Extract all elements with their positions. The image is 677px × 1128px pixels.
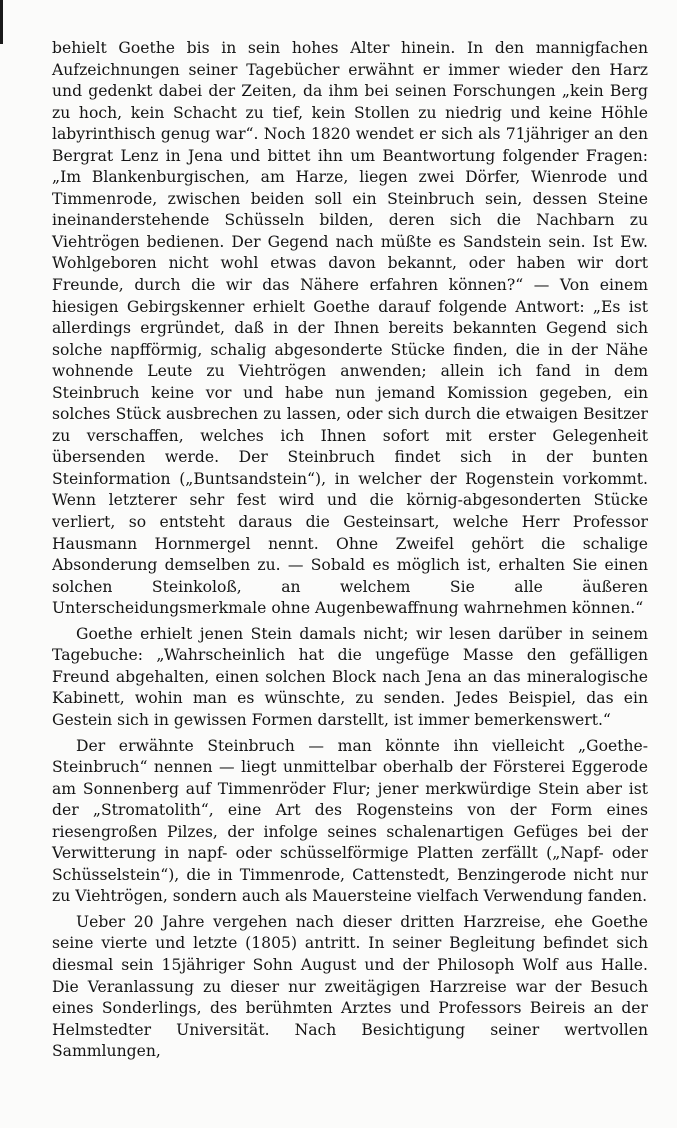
paragraph-fourth-harz-journey: Ueber 20 Jahre vergehen nach dieser dritten Harzreise, ehe Goethe seine vierte und letzte (1805) antritt. In seiner Begleitung befindet sich diesmal sein 15jähriger Sohn August und der Philosoph Wolf aus Halle. Die Veranlassung zu dieser nur zweitägigen Harzreise war der Besuch eines Sonderlings, des berühmten Arztes und Professors Beireis an der Helmstedter Universität. Nach Besichtigung seiner wertvollen Sammlungen, (52, 912, 648, 1061)
paragraph-goethe-diary: Goethe erhielt jenen Stein damals nicht; wir lesen darüber in seinem Tagebuche: „Wahrscheinlich hat die ungefüge Masse den gefälligen Freund abgehalten, einen solchen Block nach Jena an das mineralogische Kabinett, wohin man es wünschte, zu senden. Jedes Beispiel, das ein Gestein sich in gewissen Formen darstellt, ist immer bemerkenswert.“ (52, 624, 648, 729)
paragraph-goethe-steinbruch: Der erwähnte Steinbruch — man könnte ihn vielleicht „Goethe-Steinbruch“ nennen — liegt unmittelbar oberhalb der Försterei Eggerode am Sonnenberg auf Timmenröder Flur; jener merkwürdige Stein aber ist der „Stromatolith“, eine Art des Rogensteins von der Form eines riesengroßen Pilzes, der infolge seines schalenartigen Gefüges bei der Verwitterung in napf- oder schüsselförmige Platten zerfällt („Napf- oder Schüsselstein“), die in Timmenrode, Cattenstedt, Benzingerode nicht nur zu Viehtrögen, sondern auch als Mauersteine vielfach Verwendung fanden. (52, 736, 648, 906)
scan-edge-mark (0, 0, 3, 44)
paragraph-goethe-harz-memories: behielt Goethe bis in sein hohes Alter hinein. In den mannigfachen Aufzeichnungen seiner Tagebücher erwähnt er immer wieder den Harz und gedenkt dabei der Zeiten, da ihm bei seinen Forschungen „kein Berg zu hoch, kein Schacht zu tief, kein Stollen zu niedrig und keine Höhle labyrinthisch genug war“. Noch 1820 wendet er sich als 71jähriger an den Bergrat Lenz in Jena und bittet ihn um Beantwortung folgender Fragen: „Im Blankenburgischen, am Harze, liegen zwei Dörfer, Wienrode und Timmenrode, zwischen beiden soll ein Steinbruch sein, dessen Steine ineinanderstehende Schüsseln bilden, deren sich die Nachbarn zu Viehtrögen bedienen. Der Gegend nach müßte es Sandstein sein. Ist Ew. Wohlgeboren nicht wohl etwas davon bekannt, oder haben wir dort Freunde, durch die wir das Nähere erfahren können?“ — Von einem hiesigen Gebirgskenner erhielt Goethe darauf folgende Antwort: „Es ist allerdings ergründet, daß in der Ihnen bereits bekannten Gegend sich solche napfförmig, schalig abgesonderte Stücke finden, die in der Nähe wohnende Leute zu Viehtrögen anwenden; allein ich fand in dem Steinbruch keine vor und habe nun jemand Komission gegeben, ein solches Stück ausbrechen zu lassen, oder sich durch die etwaigen Besitzer zu verschaffen, welches ich Ihnen sofort mit erster Gelegenheit übersenden werde. Der Steinbruch findet sich in der bunten Steinformation („Buntsandstein“), in welcher der Rogenstein vorkommt. Wenn letzterer sehr fest wird und die körnig-abgesonderten Stücke verliert, so entsteht daraus die Gesteinsart, welche Herr Professor Hausmann Hornmergel nennt. Ohne Zweifel gehört die schalige Absonderung demselben zu. — Sobald es möglich ist, erhalten Sie einen solchen Steinkoloß, an welchem Sie alle äußeren Unterscheidungsmerkmale ohne Augenbewaffnung wahrnehmen können.“ (52, 39, 648, 618)
article-text (52, 38, 648, 1063)
